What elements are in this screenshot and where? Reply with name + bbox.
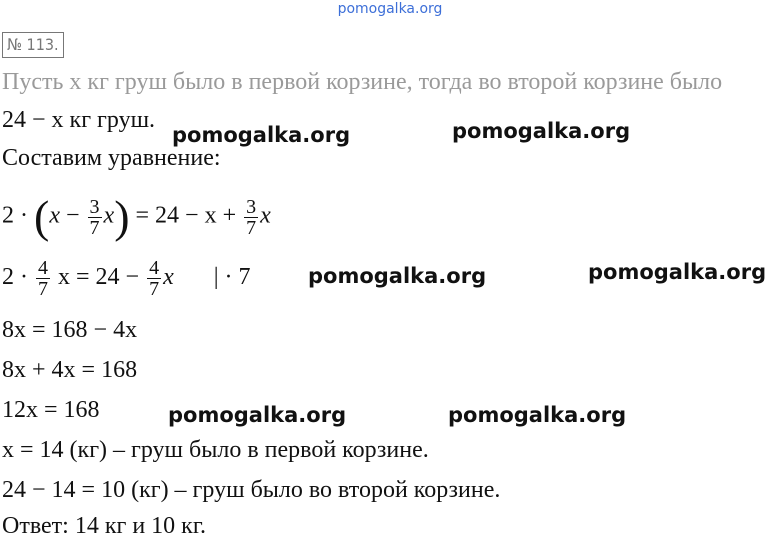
eq1-left: 2 · [2,202,28,229]
problem-number: № 113. [2,32,64,58]
left-paren: ( [34,191,50,242]
eq2-mid: x = 24 − [58,264,140,291]
site-header-watermark: pomogalka.org [337,1,443,17]
watermark: pomogalka.org [168,403,347,427]
equation-5: 12x = 168 [2,397,100,423]
compose-equation-line: Составим уравнение: [2,145,221,171]
equation-2 [2,258,251,299]
watermark: pomogalka.org [448,403,627,427]
eq2-frac2-num: 4 [149,257,160,279]
result-line-1: x = 14 (кг) – груш было в первой корзине. [2,437,429,463]
eq1-frac2-den: 7 [246,216,257,239]
equation-1 [2,191,271,242]
watermark: pomogalka.org [452,119,631,143]
eq1-minus: − [65,202,80,229]
eq2-left: 2 · [2,264,28,291]
eq2-x: x [163,264,174,291]
intro-line: Пусть x кг груш было в первой корзине, тогда во второй корзине было [2,69,723,95]
equation-4: 8x + 4x = 168 [2,357,138,383]
eq1-fraction [88,197,102,238]
eq1-fraction-2 [244,197,258,238]
eq1-x3: x [260,202,271,229]
answer-line: Ответ: 14 кг и 10 кг. [2,513,206,539]
eq2-multiplier: | · 7 [213,264,251,291]
eq2-fraction-2 [147,258,161,299]
eq1-frac-den: 7 [89,216,100,239]
right-paren: ) [114,191,130,242]
result-line-2: 24 − 14 = 10 (кг) – груш было во второй корзине. [2,477,501,503]
eq1-x2: x [103,202,115,229]
eq2-frac-num: 4 [38,257,48,279]
eq1-right: = 24 − x + [135,202,237,229]
watermark: pomogalka.org [172,123,351,147]
watermark: pomogalka.org [588,260,767,284]
eq2-fraction [36,258,50,299]
expression-line: 24 − x кг груш. [2,107,156,133]
eq1-frac2-num: 3 [246,195,257,218]
watermark: pomogalka.org [308,264,487,288]
equation-3: 8x = 168 − 4x [2,317,138,343]
eq2-frac2-den: 7 [149,278,160,300]
eq2-frac-den: 7 [38,278,48,300]
eq1-frac-num: 3 [89,195,100,218]
eq1-x1: x [49,202,60,229]
